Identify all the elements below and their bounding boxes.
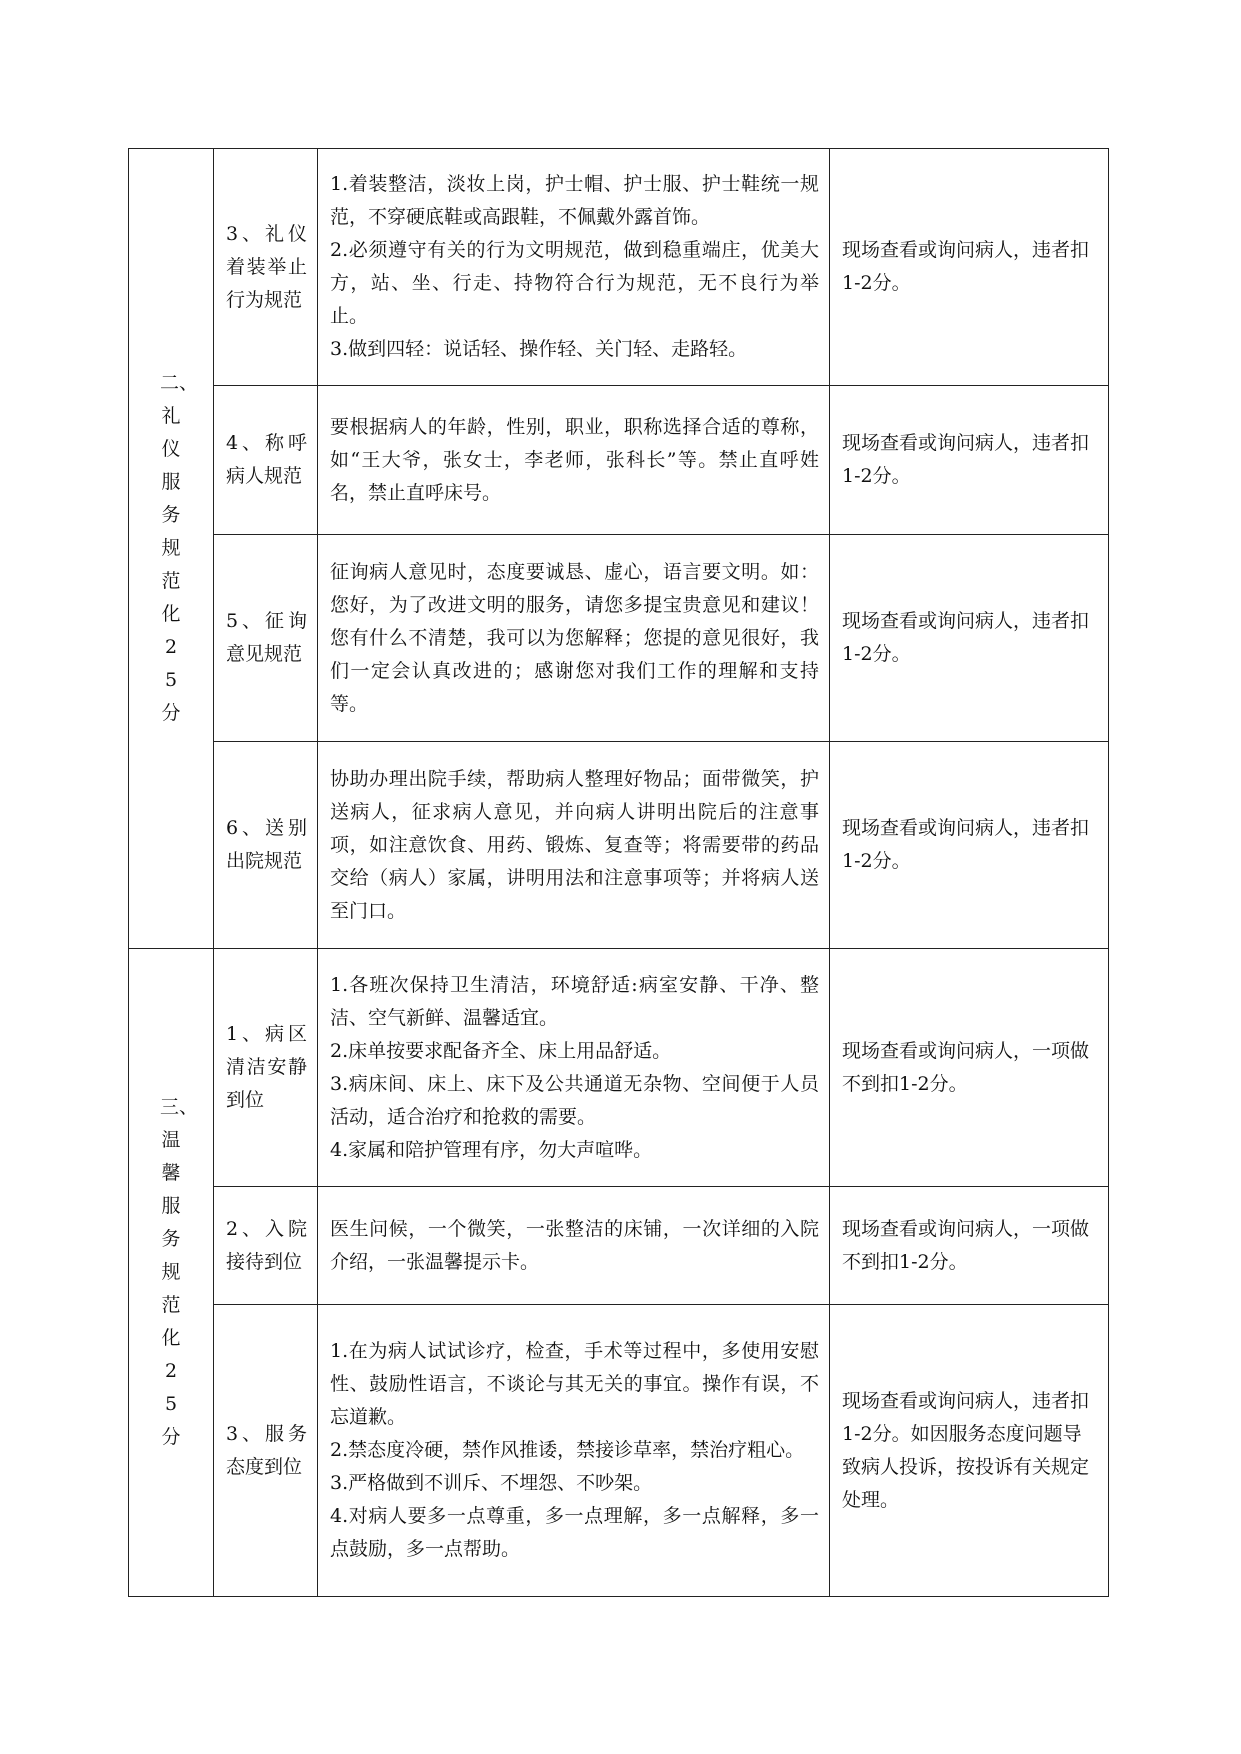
content-cell (318, 535, 830, 742)
content-cell (318, 1187, 830, 1305)
content-line: 2.床单按要求配备齐全、床上用品舒适。 (330, 1039, 672, 1062)
table-row (129, 949, 1109, 1187)
content-line: 1.各班次保持卫生清洁，环境舒适:病室安静、干净、整洁、空气新鲜、温馨适宜。 (330, 973, 819, 1029)
method-text: 现场查看或询问病人，违者扣1-2分。 (842, 610, 1090, 665)
method-text: 现场查看或询问病人，违者扣1-2分。如因服务态度问题导致病人投诉，按投诉有关规定处理。 (842, 1389, 1090, 1511)
item-cell (214, 742, 318, 949)
section-title: 二、礼仪服务规范化25分 (160, 372, 199, 724)
table-row (129, 386, 1109, 535)
item-label: 3、服务态度到位 (226, 1422, 307, 1478)
item-cell (214, 149, 318, 386)
method-cell (830, 742, 1109, 949)
method-text: 现场查看或询问病人，违者扣1-2分。 (842, 239, 1090, 294)
content-cell (318, 386, 830, 535)
content-line: 4.家属和陪护管理有序，勿大声喧哗。 (330, 1138, 653, 1161)
content-cell (318, 949, 830, 1187)
content-line: 3.严格做到不训斥、不埋怨、不吵架。 (330, 1472, 653, 1494)
item-cell (214, 1187, 318, 1305)
method-cell (830, 149, 1109, 386)
item-label: 3、礼仪着装举止行为规范 (226, 222, 307, 311)
content-line: 医生问候，一个微笑，一张整洁的床铺，一次详细的入院介绍，一张温馨提示卡。 (330, 1217, 819, 1273)
method-text: 现场查看或询问病人，违者扣1-2分。 (842, 432, 1090, 487)
method-text: 现场查看或询问病人，一项做不到扣1-2分。 (842, 1217, 1090, 1273)
method-text: 现场查看或询问病人，一项做不到扣1-2分。 (842, 1039, 1090, 1095)
item-label: 1、病区清洁安静到位 (226, 1023, 307, 1111)
method-text: 现场查看或询问病人，违者扣1-2分。 (842, 817, 1090, 872)
service-standards-table (128, 148, 1109, 1597)
content-line: 1.着装整洁，淡妆上岗，护士帽、护士服、护士鞋统一规范，不穿硬底鞋或高跟鞋，不佩戴外露首饰。 (330, 173, 819, 228)
item-label: 4、称呼病人规范 (226, 432, 307, 487)
method-cell (830, 1187, 1109, 1305)
item-cell (214, 949, 318, 1187)
content-cell (318, 1305, 830, 1597)
item-cell (214, 535, 318, 742)
content-line: 3.病床间、床上、床下及公共通道无杂物、空间便于人员活动，适合治疗和抢救的需要。 (330, 1072, 819, 1128)
content-cell (318, 742, 830, 949)
method-cell (830, 1305, 1109, 1597)
item-label: 5、征询意见规范 (226, 610, 307, 665)
content-line: 2.禁态度冷硬，禁作风推诿，禁接诊草率，禁治疗粗心。 (330, 1439, 805, 1461)
table-row (129, 742, 1109, 949)
item-cell (214, 1305, 318, 1597)
content-line: 3.做到四轻：说话轻、操作轻、关门轻、走路轻。 (330, 338, 748, 360)
section-title-cell (129, 149, 214, 949)
section-title: 三、温馨服务规范化25分 (160, 1096, 199, 1448)
item-cell (214, 386, 318, 535)
table-row (129, 1187, 1109, 1305)
content-line: 2.必须遵守有关的行为文明规范，做到稳重端庄，优美大方，站、坐、行走、持物符合行为规范，无不良行为举止。 (330, 239, 819, 327)
content-line: 4.对病人要多一点尊重，多一点理解，多一点解释，多一点鼓励，多一点帮助。 (330, 1505, 819, 1560)
content-cell (318, 149, 830, 386)
content-line: 征询病人意见时，态度要诚恳、虚心，语言要文明。如：您好，为了改进文明的服务，请您多提宝贵意见和建议！您有什么不清楚，我可以为您解释；您提的意见很好，我们一定会认真改进的；感谢您对我们工作的理解和支持等。 (330, 560, 819, 715)
content-line: 1.在为病人试试诊疗，检查，手术等过程中，多使用安慰性、鼓励性语言，不谈论与其无关的事宜。操作有误，不忘道歉。 (330, 1340, 819, 1428)
item-label: 6、送别出院规范 (226, 817, 307, 872)
section-title-cell (129, 949, 214, 1597)
method-cell (830, 949, 1109, 1187)
item-label: 2、入院接待到位 (226, 1217, 307, 1273)
table-row (129, 535, 1109, 742)
method-cell (830, 386, 1109, 535)
table-row (129, 149, 1109, 386)
table-row (129, 1305, 1109, 1597)
content-line: 协助办理出院手续，帮助病人整理好物品；面带微笑，护送病人，征求病人意见，并向病人讲明出院后的注意事项，如注意饮食、用药、锻炼、复查等；将需要带的药品交给（病人）家属，讲明用法和注意事项等；并将病人送至门口。 (330, 767, 819, 922)
content-line: 要根据病人的年龄，性别，职业，职称选择合适的尊称，如“王大爷，张女士，李老师，张科长”等。禁止直呼姓名，禁止直呼床号。 (330, 415, 819, 504)
method-cell (830, 535, 1109, 742)
